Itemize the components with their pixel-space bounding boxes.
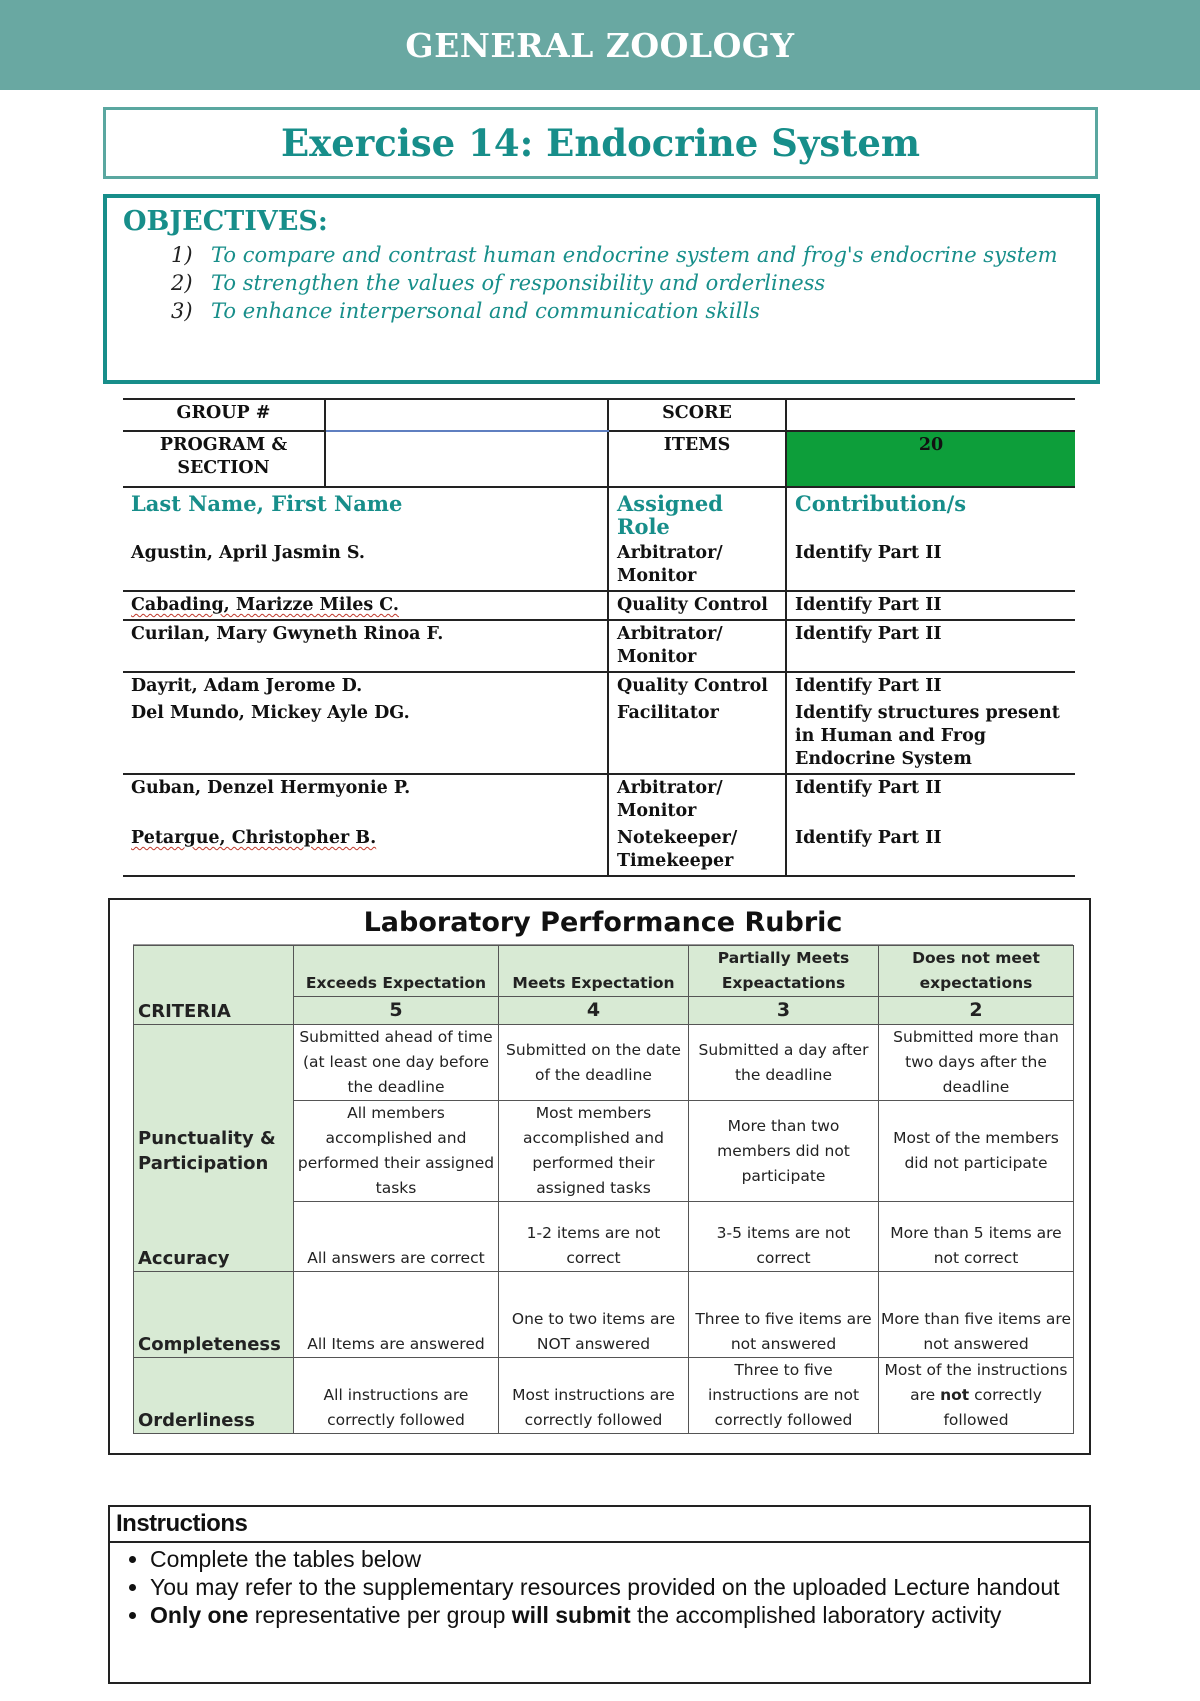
member-role: Arbitrator/ Monitor <box>608 774 786 825</box>
rubric-table <box>133 902 1073 1434</box>
program-label: PROGRAM & SECTION <box>159 435 288 478</box>
rubric-cell: All answers are correct <box>294 1202 499 1272</box>
score-4: 4 <box>499 997 689 1025</box>
header-banner <box>0 0 1200 90</box>
member-role: Quality Control <box>608 591 786 620</box>
member-row <box>123 540 1075 591</box>
member-row <box>123 591 1075 620</box>
group-label: GROUP # <box>123 399 325 431</box>
col-contrib-header: Contribution/s <box>786 487 1075 540</box>
group-value-field[interactable] <box>325 399 608 431</box>
rubric-cell: All Items are answered <box>294 1272 499 1358</box>
criteria-blank <box>134 1025 294 1101</box>
score-3: 3 <box>689 997 879 1025</box>
member-row <box>123 774 1075 825</box>
group-table <box>123 398 1075 877</box>
member-role: Arbitrator/ Monitor <box>608 620 786 672</box>
rubric-cell: Submitted ahead of time (at least one day before the deadline <box>294 1025 499 1101</box>
member-name <box>123 825 608 876</box>
member-role: Arbitrator/ Monitor <box>608 540 786 591</box>
member-name <box>123 591 608 620</box>
member-role: Facilitator <box>608 700 786 774</box>
member-role: Notekeeper/ Timekeeper <box>608 825 786 876</box>
member-name: Guban, Denzel Hermyonie P. <box>131 778 411 798</box>
rubric-cell: Three to five items are not answered <box>689 1272 879 1358</box>
objective-item <box>171 297 1082 325</box>
criteria-punctuality: Punctuality & Participation <box>134 1101 294 1202</box>
rubric-cell: All members accomplished and performed their assigned tasks <box>294 1101 499 1202</box>
level-exceeds: Exceeds Expectation <box>294 946 499 997</box>
member-name-text: Cabading, Marizze Miles C. <box>131 595 400 615</box>
rubric-cell-text: Most of the instructions are <box>884 1361 1068 1404</box>
instructions-list <box>110 1545 1089 1629</box>
score-value-field[interactable] <box>786 399 1075 431</box>
objective-text: To strengthen the values of responsibility and orderliness <box>211 271 826 295</box>
score-5: 5 <box>294 997 499 1025</box>
rubric-cell: More than five items are not answered <box>879 1272 1074 1358</box>
instruction-item: • You may refer to the supplementary resources provided on the uploaded Lecture handout <box>150 1573 1089 1601</box>
member-row <box>123 620 1075 672</box>
member-name: Del Mundo, Mickey Ayle DG. <box>123 700 608 774</box>
objectives-box <box>103 194 1100 384</box>
rubric-cell: Submitted a day after the deadline <box>689 1025 879 1101</box>
instructions-heading: Instructions <box>110 1507 1089 1543</box>
member-name: Dayrit, Adam Jerome D. <box>131 676 363 696</box>
rubric-cell: 3-5 items are not correct <box>689 1202 879 1272</box>
rubric-cell: Submitted on the date of the deadline <box>499 1025 689 1101</box>
rubric-cell-text: correctly followed <box>943 1386 1042 1429</box>
member-contribution: Identify Part II <box>786 774 1075 825</box>
program-value-field[interactable] <box>325 431 608 487</box>
score-2: 2 <box>879 997 1074 1025</box>
member-name: Curilan, Mary Gwyneth Rinoa F. <box>123 620 608 672</box>
instruction-emphasis: will submit <box>511 1602 631 1628</box>
objective-item <box>171 269 1082 297</box>
rubric-cell: More than two members did not participate <box>689 1101 879 1202</box>
member-contribution: Identify Part II <box>786 825 1075 876</box>
objective-text: To compare and contrast human endocrine system and frog's endocrine system <box>211 243 1058 267</box>
member-row <box>123 700 1075 774</box>
criteria-orderliness: Orderliness <box>134 1358 294 1434</box>
instruction-emphasis: Only one <box>150 1602 249 1628</box>
rubric-cell-emphasis: not <box>940 1386 970 1404</box>
instruction-text: the accomplished laboratory activity <box>630 1602 1002 1628</box>
items-value: 20 <box>786 431 1075 487</box>
member-contribution: Identify Part II <box>786 591 1075 620</box>
rubric-cell: Three to five instructions are not correctly followed <box>689 1358 879 1434</box>
member-row <box>123 672 1075 700</box>
exercise-title: Exercise 14: Endocrine System <box>280 121 921 165</box>
member-contribution: Identify Part II <box>786 672 1075 700</box>
member-row <box>123 825 1075 876</box>
criteria-header: CRITERIA <box>134 946 294 1025</box>
rubric-cell: More than 5 items are not correct <box>879 1202 1074 1272</box>
exercise-title-box <box>103 107 1098 179</box>
items-label: ITEMS <box>608 431 786 487</box>
objectives-list <box>121 241 1082 325</box>
objectives-heading: OBJECTIVES: <box>123 206 328 237</box>
member-name-text: Petargue, Christopher B. <box>131 828 377 848</box>
rubric-cell: Submitted more than two days after the deadline <box>879 1025 1074 1101</box>
rubric-title: Laboratory Performance Rubric <box>133 902 1073 945</box>
member-name: Agustin, April Jasmin S. <box>123 540 608 591</box>
member-role: Quality Control <box>608 672 786 700</box>
rubric-cell: Most members accomplished and performed their assigned tasks <box>499 1101 689 1202</box>
course-title: GENERAL ZOOLOGY <box>405 25 795 65</box>
objective-number: 2) <box>171 271 193 295</box>
criteria-completeness: Completeness <box>134 1272 294 1358</box>
level-does-not-meet: Does not meet expectations <box>879 946 1074 997</box>
objective-number: 3) <box>171 299 193 323</box>
score-label: SCORE <box>608 399 786 431</box>
level-partially: Partially Meets Expeactations <box>689 946 879 997</box>
criteria-accuracy: Accuracy <box>134 1202 294 1272</box>
rubric-cell: Most instructions are correctly followed <box>499 1358 689 1434</box>
instruction-item: • Complete the tables below <box>150 1545 1089 1573</box>
col-name-header: Last Name, First Name <box>123 487 608 540</box>
member-contribution: Identify structures present in Human and Frog Endocrine System <box>786 700 1075 774</box>
member-contribution: Identify Part II <box>786 540 1075 591</box>
objective-text: To enhance interpersonal and communication skills <box>211 299 760 323</box>
objective-number: 1) <box>171 243 193 267</box>
instruction-text: representative per group <box>248 1602 512 1628</box>
rubric-cell <box>879 1358 1074 1434</box>
member-contribution: Identify Part II <box>786 620 1075 672</box>
rubric-cell: 1-2 items are not correct <box>499 1202 689 1272</box>
instructions-box <box>108 1505 1091 1684</box>
objective-item <box>171 241 1082 269</box>
rubric-cell: Most of the members did not participate <box>879 1101 1074 1202</box>
rubric-cell: One to two items are NOT answered <box>499 1272 689 1358</box>
rubric-cell: All instructions are correctly followed <box>294 1358 499 1434</box>
instruction-item <box>150 1601 1089 1629</box>
col-role-header: Assigned Role <box>608 487 786 540</box>
level-meets: Meets Expectation <box>499 946 689 997</box>
